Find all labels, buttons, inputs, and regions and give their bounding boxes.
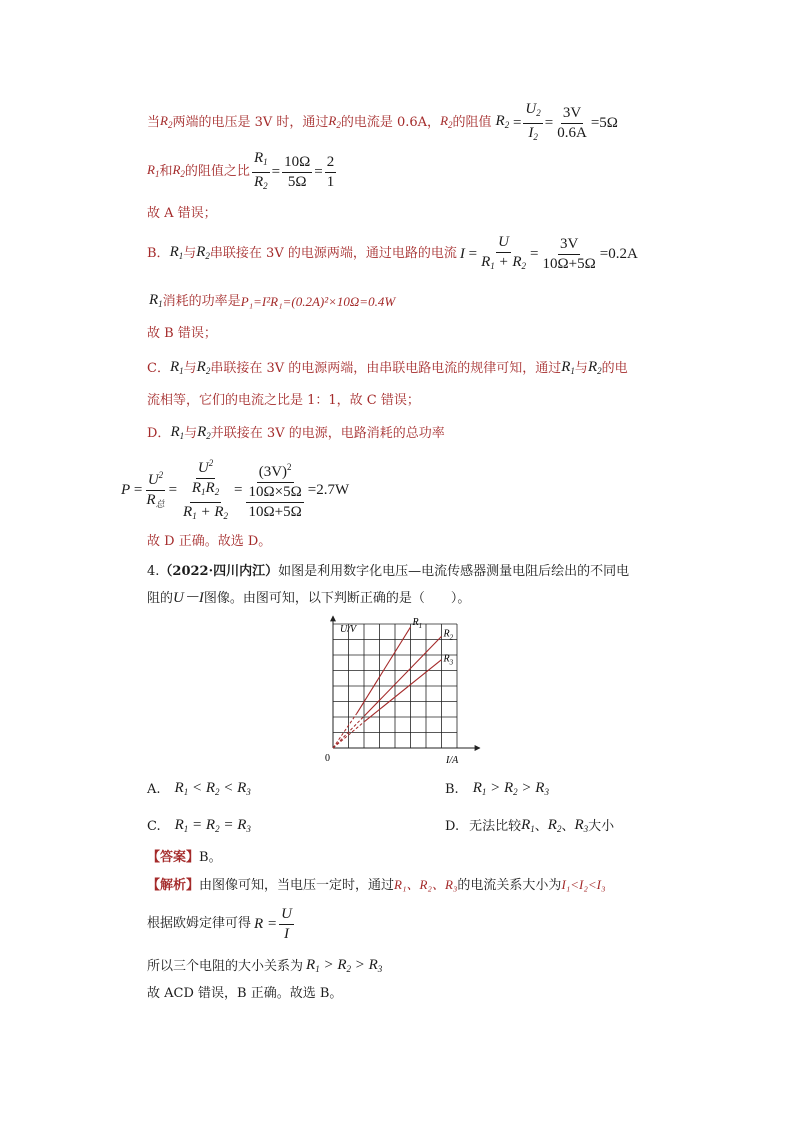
option-d[interactable]: D. 无法比较 $R_1$ 、 $R_2$ 、 $R_3$ 大小 [445,817,615,834]
analysis-line1: 【解析】由图像可知，当电压一定时，通过R₁、R₂、R₃的电流关系大小为I₁<I₂<I₃ [147,877,606,893]
series-r2-label: $R_2$ [443,628,454,642]
a-wrong-text: 故 A 错误； [147,206,217,221]
option-a[interactable]: A. $R_1 < R_2 < R_3$ [147,780,251,797]
text-segment: 的阻值 [452,115,492,130]
total-power-formula: P = $\frac{U^2}{R_总}$ = $\frac{U^2}{\frac{R_1R_2}{R_1 + R_2}}$ = $\frac{(3V)^2}{\frac{10\Omega\times 5\Omega}{10\Omega+5\Omega}}$ =2.7W [121,455,349,525]
series-r3-label: $R_3$ [443,653,454,667]
series-r2-line [365,636,442,715]
option-b[interactable]: B. $R_1 > R_2 > R_3$ [445,780,549,797]
analysis-ohm-line: 根据欧姆定律可得 R = $\frac{U}{I}$ [147,905,292,942]
r2-symbol: $R_2$ [160,113,173,130]
r2-formula: $R_2$ = $\frac{U_2}{I_2}$ = $\frac{3V}{0.6A}$ =5Ω [495,100,618,142]
option-c-line1: C． $R_1$ 与 $R_2$ 串联接在 3V 的电源两端，由串联电路电流的规律可知，通过 $R_1$ 与 $R_2$ 的电 [147,359,628,376]
option-b-explanation: B． $R_1$ 与 $R_2$ 串联接在 3V 的电源两端，通过电路的电流 I = $\frac{U}{R_1 + R_2}$ = $\frac{3V}{10\Omega+5\Omega}$ =0.2A [147,232,638,276]
y-axis-label: U/V [340,624,357,635]
answer-line: 【答案】B。 [147,850,222,865]
ratio-line: $R_1$ 和 $R_2$ 的阻值之比 $\frac{R_1}{R_2}$ = $\frac{10\Omega}{5\Omega}$ = $\frac{2}{1}$ [147,152,338,192]
final-answer-line: 故 ACD 错误，B 正确。故选 B。 [147,986,343,1001]
origin-label: 0 [325,753,330,764]
analysis-conclusion: 所以三个电阻的大小关系为 $R_1 > R_2 > R_3$ [147,957,383,974]
option-d-explanation: D． $R_1$ 与 $R_2$ 并联接在 3V 的电源，电路消耗的总功率 [147,424,445,441]
question-4-line1: 4.（2022·四川内江）如图是利用数字化电压—电流传感器测量电阻后绘出的不同电 [147,564,630,579]
r2-symbol: $R_2$ [440,113,453,130]
text-segment: 的电流是 0.6A， [340,115,441,130]
series-r3-line [365,660,442,722]
u-i-chart [318,612,488,767]
x-axis-label: I/A [446,755,459,766]
r2-symbol: $R_2$ [328,113,341,130]
question-4-line2: 阻的U－I图像。由图可知，以下判断正确的是（ ）。 [147,590,471,606]
option-c[interactable]: C. $R_1 = R_2 = R_3$ [147,817,251,834]
series-r1-label: $R_1$ [412,617,423,631]
current-formula: I = $\frac{U}{R_1 + R_2}$ = $\frac{3V}{10\Omega+5\Omega}$ =0.2A [459,233,638,272]
d-correct-text: 故 D 正确。故选 D。 [147,534,272,549]
option-c-line2: 流相等，它们的电流之比是 1：1，故 C 错误； [147,393,420,408]
r2-resistance-line [147,100,618,143]
text-segment: 两端的电压是 3V 时，通过 [172,115,329,130]
text-segment: 当 [147,115,161,130]
r1-power-line: $R_1$ 消耗的功率是 P₁=I²R₁=(0.2A)²×10Ω=0.4W [149,292,396,309]
b-wrong-text: 故 B 错误； [147,326,217,341]
ratio-formula: $\frac{R_1}{R_2}$ = $\frac{10\Omega}{5\Omega}$ = $\frac{2}{1}$ [253,149,335,191]
